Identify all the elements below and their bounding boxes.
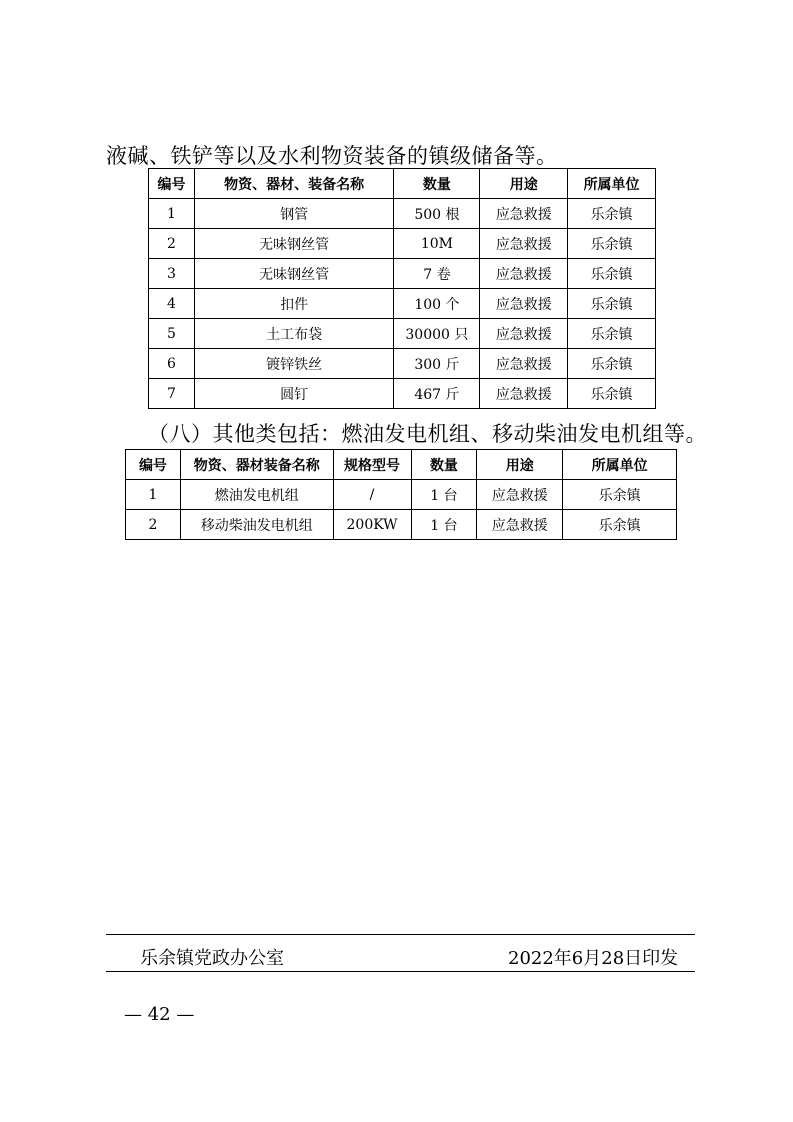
table-cell: 燃油发电机组 <box>180 480 333 510</box>
table-cell: 应急救援 <box>477 510 563 540</box>
header-cell: 编号 <box>149 169 195 199</box>
header-cell: 所属单位 <box>568 169 656 199</box>
table-cell: 无味钢丝管 <box>194 259 394 289</box>
table-cell: 乐余镇 <box>568 199 656 229</box>
table-cell: 乐余镇 <box>563 480 677 510</box>
header-cell: 数量 <box>411 450 477 480</box>
table-header-row <box>126 450 677 480</box>
table-cell: 200KW <box>333 510 411 540</box>
header-cell: 用途 <box>477 450 563 480</box>
table-cell: 3 <box>149 259 195 289</box>
header-cell: 数量 <box>394 169 480 199</box>
table-cell: 应急救援 <box>480 379 568 409</box>
table-cell: 1 台 <box>411 480 477 510</box>
header-cell: 用途 <box>480 169 568 199</box>
table-cell: 扣件 <box>194 289 394 319</box>
table-cell: 无味钢丝管 <box>194 229 394 259</box>
table-cell: 应急救援 <box>480 289 568 319</box>
table-row <box>149 229 656 259</box>
table-cell: 应急救援 <box>480 319 568 349</box>
table-cell: 钢管 <box>194 199 394 229</box>
footer-date: 2022年6月28日印发 <box>508 948 679 969</box>
table-cell: 1 台 <box>411 510 477 540</box>
table-cell: / <box>333 480 411 510</box>
table-cell: 镀锌铁丝 <box>194 349 394 379</box>
table-cell: 应急救援 <box>480 199 568 229</box>
footer-rule-bottom <box>106 971 695 972</box>
table-cell: 乐余镇 <box>568 349 656 379</box>
table-cell: 5 <box>149 319 195 349</box>
table-cell: 乐余镇 <box>563 510 677 540</box>
table-cell: 应急救援 <box>480 259 568 289</box>
table-cell: 乐余镇 <box>568 259 656 289</box>
header-cell: 规格型号 <box>333 450 411 480</box>
table-cell: 10M <box>394 229 480 259</box>
table-cell: 1 <box>126 480 181 510</box>
header-cell: 编号 <box>126 450 181 480</box>
table-cell: 应急救援 <box>480 349 568 379</box>
footer-rule-top <box>106 934 695 935</box>
table-row <box>149 319 656 349</box>
table-cell: 乐余镇 <box>568 379 656 409</box>
table-cell: 乐余镇 <box>568 289 656 319</box>
table-row <box>149 199 656 229</box>
table-cell: 30000 只 <box>394 319 480 349</box>
table-cell: 500 根 <box>394 199 480 229</box>
table-row <box>149 259 656 289</box>
materials-table <box>148 168 656 409</box>
table-row <box>149 289 656 319</box>
table-cell: 圆钉 <box>194 379 394 409</box>
table-cell: 7 卷 <box>394 259 480 289</box>
table-cell: 4 <box>149 289 195 319</box>
table-cell: 土工布袋 <box>194 319 394 349</box>
table-cell: 乐余镇 <box>568 319 656 349</box>
table-cell: 7 <box>149 379 195 409</box>
table-cell: 移动柴油发电机组 <box>180 510 333 540</box>
header-cell: 所属单位 <box>563 450 677 480</box>
table-row <box>149 349 656 379</box>
header-cell: 物资、器材、装备名称 <box>194 169 394 199</box>
table-cell: 6 <box>149 349 195 379</box>
footer-issuer: 乐余镇党政办公室 <box>140 948 284 969</box>
generators-table <box>125 449 677 540</box>
table-row <box>149 379 656 409</box>
table-row <box>126 480 677 510</box>
table-cell: 300 斤 <box>394 349 480 379</box>
table-cell: 应急救援 <box>477 480 563 510</box>
intro-text: 液碱、铁铲等以及水利物资装备的镇级储备等。 <box>106 144 558 168</box>
table-cell: 乐余镇 <box>568 229 656 259</box>
table-cell: 2 <box>126 510 181 540</box>
page-number: — 42 — <box>124 1004 195 1025</box>
table-cell: 100 个 <box>394 289 480 319</box>
table-row <box>126 510 677 540</box>
table-cell: 2 <box>149 229 195 259</box>
table-cell: 应急救援 <box>480 229 568 259</box>
table-header-row <box>149 169 656 199</box>
table-cell: 1 <box>149 199 195 229</box>
section-heading: （八）其他类包括：燃油发电机组、移动柴油发电机组等。 <box>148 422 707 446</box>
header-cell: 物资、器材装备名称 <box>180 450 333 480</box>
table-cell: 467 斤 <box>394 379 480 409</box>
